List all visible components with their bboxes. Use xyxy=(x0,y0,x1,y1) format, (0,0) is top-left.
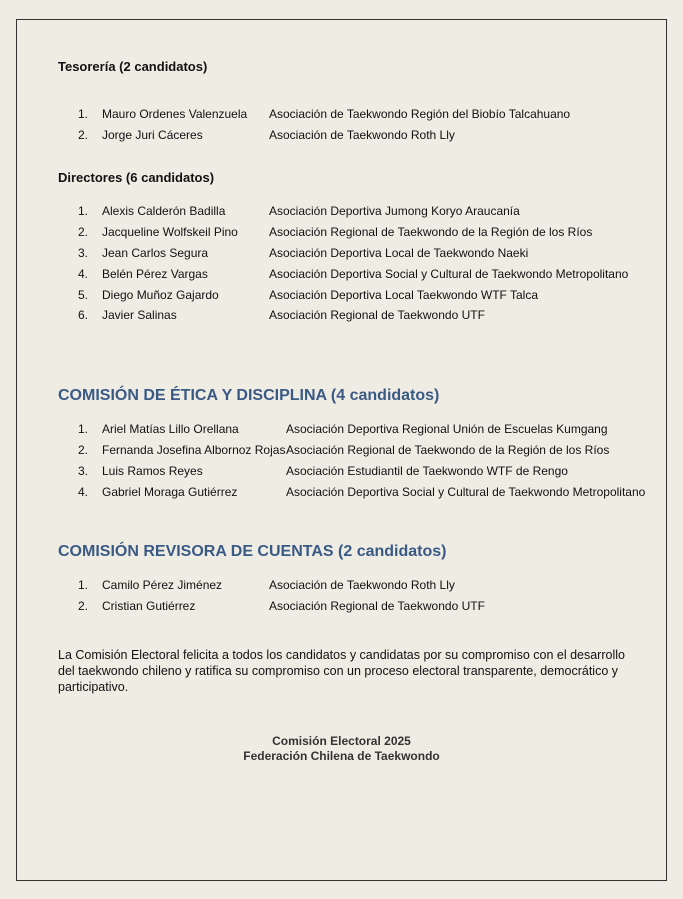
etica-heading: COMISIÓN DE ÉTICA Y DISCIPLINA (4 candidatos) xyxy=(58,387,440,404)
tesoreria-heading: Tesorería (2 candidatos) xyxy=(58,59,208,74)
candidate-name: Jean Carlos Segura xyxy=(102,246,209,260)
list-item: 1. Mauro Ordenes Valenzuela Asociación de Taekwondo Región del Biobío Talcahuano xyxy=(78,107,571,121)
candidate-org: Asociación Deportiva Regional Unión de Escuelas Kumgang xyxy=(286,422,608,436)
candidate-name: Jorge Juri Cáceres xyxy=(102,128,203,142)
candidate-name: Alexis Calderón Badilla xyxy=(102,204,226,218)
candidate-org: Asociación Regional de Taekwondo UTF xyxy=(269,599,485,613)
list-item: 2. Jacqueline Wolfskeil Pino Asociación Regional de Taekwondo de la Región de los Ríos xyxy=(78,225,593,239)
candidate-org: Asociación Deportiva Local Taekwondo WTF Talca xyxy=(269,288,539,302)
list-item: 4. Belén Pérez Vargas Asociación Deportiva Social y Cultural de Taekwondo Metropolitano xyxy=(78,267,629,281)
list-item: 1. Ariel Matías Lillo Orellana Asociación Deportiva Regional Unión de Escuelas Kumgang xyxy=(78,422,608,436)
candidate-org: Asociación Deportiva Jumong Koryo Araucanía xyxy=(269,204,520,218)
list-item: 2. Cristian Gutiérrez Asociación Regional de Taekwondo UTF xyxy=(78,599,485,613)
revisora-heading: COMISIÓN REVISORA DE CUENTAS (2 candidatos) xyxy=(58,543,447,560)
list-item: 4. Gabriel Moraga Gutiérrez Asociación Deportiva Social y Cultural de Taekwondo Metropolitano xyxy=(78,485,646,499)
candidate-org: Asociación Deportiva Social y Cultural de Taekwondo Metropolitano xyxy=(286,485,646,499)
candidate-name: Cristian Gutiérrez xyxy=(102,599,196,613)
candidate-org: Asociación Estudiantil de Taekwondo WTF de Rengo xyxy=(286,464,568,478)
candidate-org: Asociación Regional de Taekwondo de la Región de los Ríos xyxy=(269,225,593,239)
list-item: 3. Jean Carlos Segura Asociación Deportiva Local de Taekwondo Naeki xyxy=(78,246,529,260)
candidate-name: Camilo Pérez Jiménez xyxy=(102,578,223,592)
candidate-name: Jacqueline Wolfskeil Pino xyxy=(102,225,238,239)
list-item: 1. Camilo Pérez Jiménez Asociación de Taekwondo Roth Lly xyxy=(78,578,455,592)
candidate-org: Asociación de Taekwondo Roth Lly xyxy=(269,128,455,142)
candidate-name: Diego Muñoz Gajardo xyxy=(102,288,219,302)
candidate-name: Luis Ramos Reyes xyxy=(102,464,203,478)
candidate-name: Gabriel Moraga Gutiérrez xyxy=(102,485,238,499)
candidate-name: Mauro Ordenes Valenzuela xyxy=(102,107,248,121)
list-item: 5. Diego Muñoz Gajardo Asociación Deportiva Local Taekwondo WTF Talca xyxy=(78,288,539,302)
list-item: 1. Alexis Calderón Badilla Asociación Deportiva Jumong Koryo Araucanía xyxy=(78,204,520,218)
signature-line1: Comisión Electoral 2025 xyxy=(272,734,411,748)
candidate-org: Asociación Regional de Taekwondo UTF xyxy=(269,308,485,322)
candidate-org: Asociación de Taekwondo Región del Biobío Talcahuano xyxy=(269,107,571,121)
list-item: 6. Javier Salinas Asociación Regional de Taekwondo UTF xyxy=(78,308,485,322)
candidate-name: Fernanda Josefina Albornoz Rojas xyxy=(102,443,286,457)
candidate-name: Belén Pérez Vargas xyxy=(102,267,208,281)
candidate-org: Asociación Regional de Taekwondo de la Región de los Ríos xyxy=(286,443,610,457)
candidate-org: Asociación Deportiva Local de Taekwondo Naeki xyxy=(269,246,529,260)
list-item: 3. Luis Ramos Reyes Asociación Estudiantil de Taekwondo WTF de Rengo xyxy=(78,464,568,478)
candidate-name: Ariel Matías Lillo Orellana xyxy=(102,422,239,436)
list-item: 2. Jorge Juri Cáceres Asociación de Taekwondo Roth Lly xyxy=(78,128,455,142)
candidate-org: Asociación Deportiva Social y Cultural de Taekwondo Metropolitano xyxy=(269,267,629,281)
directores-heading: Directores (6 candidatos) xyxy=(58,170,215,185)
candidate-name: Javier Salinas xyxy=(102,308,177,322)
signature-line2: Federación Chilena de Taekwondo xyxy=(243,749,440,763)
list-item: 2. Fernanda Josefina Albornoz Rojas Asociación Regional de Taekwondo de la Región de los Ríos xyxy=(78,443,610,457)
candidate-org: Asociación de Taekwondo Roth Lly xyxy=(269,578,455,592)
closing-paragraph: La Comisión Electoral felicita a todos los candidatos y candidatas por su compromiso con el desarrollo del taekwondo chileno y ratifica su compromiso con un proceso electoral transparente, democrático y participativo. xyxy=(58,648,625,694)
